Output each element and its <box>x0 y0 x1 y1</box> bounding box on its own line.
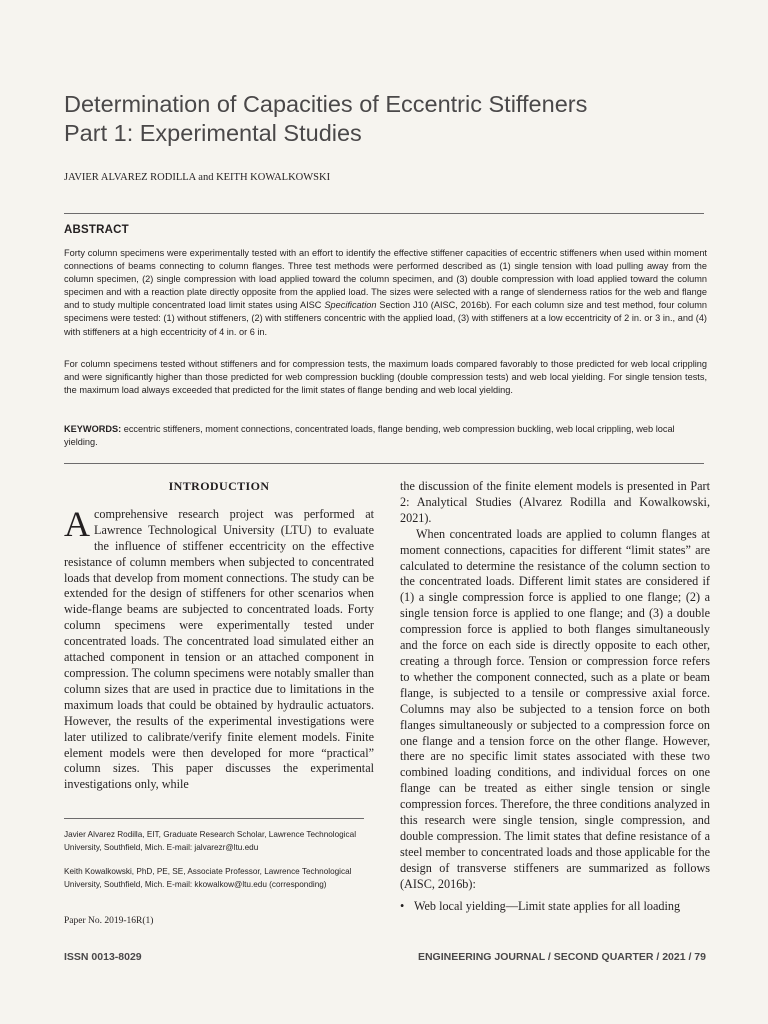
abstract-top-divider <box>64 213 704 214</box>
footnote-divider <box>64 818 364 819</box>
introduction-paragraph <box>64 503 374 793</box>
abstract-p1-italic: Specification <box>324 300 377 311</box>
right-paragraph-1: the discussion of the finite element models is presented in Part 2: Analytical Studies (Alvarez Rodilla and Kowalkowski, 2021). <box>400 479 710 525</box>
keywords <box>64 423 704 449</box>
abstract-p1-text: Forty column specimens were experimentally tested with an effort to identify the effective stiffener capacities of eccentric stiffeners when used within moment connections of beams connecting to column flanges. Three test methods were performed described as (1) single tension with load pulling away from the column specimen, (2) single compression with load applied toward the column specimen, and (3) double compression with load applied toward the column specimen and with a reaction plate directly opposite from the applied load. The sizes were selected with a range of slenderness ratios for the web and flange and to study multiple concentrated load limit states using AISC <box>64 248 707 311</box>
paper-title <box>64 90 724 148</box>
abstract-p1-end: Section J10 (AISC, 2016b). For each column size and test method, four column specimens were tested: (1) without stiffeners, (2) with stiffeners concentric with the applied load, (3) with stiffeners at a low eccentricity of 2 in. or 3 in., and (4) with stiffeners at a high eccentricity of 4 in. or 6 in. <box>64 300 707 337</box>
keywords-label: KEYWORDS: <box>64 424 122 434</box>
bullet-dot: • <box>400 898 405 913</box>
abstract-paragraph-2: For column specimens tested without stiffeners and for compression tests, the maximum loads compared favorably to those predicted for web local crippling and were significantly higher than those predicted for web compression buckling (double compression tests) and web local yielding. For single tension tests, the maximum load always exceeded that predicted for the limit states of flange bending and web local yielding. <box>64 359 707 396</box>
footnote-author-1: Javier Alvarez Rodilla, EIT, Graduate Research Scholar, Lawrence Technological University, Southfield, Mich. E-mail: jalvarezr@ltu.edu <box>64 830 357 852</box>
abstract-paragraph-1 <box>64 247 707 339</box>
abstract-bottom-divider <box>64 463 704 464</box>
title-line-2: Part 1: Experimental Studies <box>64 120 362 146</box>
abstract-heading: ABSTRACT <box>64 224 129 236</box>
bullet-item <box>400 899 710 915</box>
introduction-text: comprehensive research project was performed at Lawrence Technological University (LTU) to evaluate the influence of stiffener eccentricity on the effective resistance of column members when subjected to concentrated loads that develop from moment connections. The study can be extended for the design of stiffeners for other scenarios when wide-flange beams are subjected to concentrated loads. Forty column specimens were experimentally tested under concentrated loads. The concentrated load simulated either an attached component in tension or an attached component in compression. The column specimens were notably smaller than column sizes that are used in practice due to limitations in the maximum loads that could be obtained by hydraulic actuators. However, the results of the experimental investigations were later utilized to calibrate/verify finite element models. Finite element models were then developed for more “practical” column sizes. This paper discusses the experimental investigations only, while <box>64 506 374 792</box>
left-column <box>64 479 374 793</box>
paper-number: Paper No. 2019-16R(1) <box>64 916 154 926</box>
authors: JAVIER ALVAREZ RODILLA and KEITH KOWALKOWSKI <box>64 172 331 183</box>
journal-footer: ENGINEERING JOURNAL / SECOND QUARTER / 2021 / 79 <box>417 951 706 963</box>
footnote-author-2: Keith Kowalkowski, PhD, PE, SE, Associate Professor, Lawrence Technological University, Southfield, Mich. E-mail: kkowalkow@ltu.edu (corresponding) <box>64 867 352 889</box>
keywords-text: eccentric stiffeners, moment connections, concentrated loads, flange bending, web compression buckling, web local crippling, web local yielding. <box>64 424 675 448</box>
right-paragraph-2: When concentrated loads are applied to column flanges at moment connections, capacities for different “limit states” are calculated to determine the resistance of the column section to the concentrated loads. Different limit states are considered if (1) a single compression force is applied to one flange; (2) a single tension force is applied to one flange; and (3) a double compression force is applied to both flanges simultaneously and the force on each side is directly opposite to each other, creating a through force. Tension or compression force refers to whether the component connected, such as a plate or beam flange, is subjected to a tensile or compressive axial force. Columns may also be subjected to a tension force on both flanges simultaneously or subjected to a compression force on one flange and a tension force on the other flange. However, there are no specific limit states associated with these two combined loading conditions, and individual forces on one flange can be treated as either single tension or single compression forces. Therefore, the three conditions analyzed in this research were single tension, single compression, and double compression. The limit states that define resistance of a steel member to concentrated loads and those applicable for the design of transverse stiffeners are summarized as follows (AISC, 2016b): <box>400 526 710 891</box>
bullet-text: Web local yielding—Limit state applies for all loading <box>414 898 681 913</box>
right-column <box>400 479 710 914</box>
introduction-heading: INTRODUCTION <box>168 479 270 493</box>
issn: ISSN 0013-8029 <box>64 951 142 963</box>
drop-cap: A <box>64 503 90 544</box>
title-line-1: Determination of Capacities of Eccentric Stiffeners <box>64 91 588 117</box>
